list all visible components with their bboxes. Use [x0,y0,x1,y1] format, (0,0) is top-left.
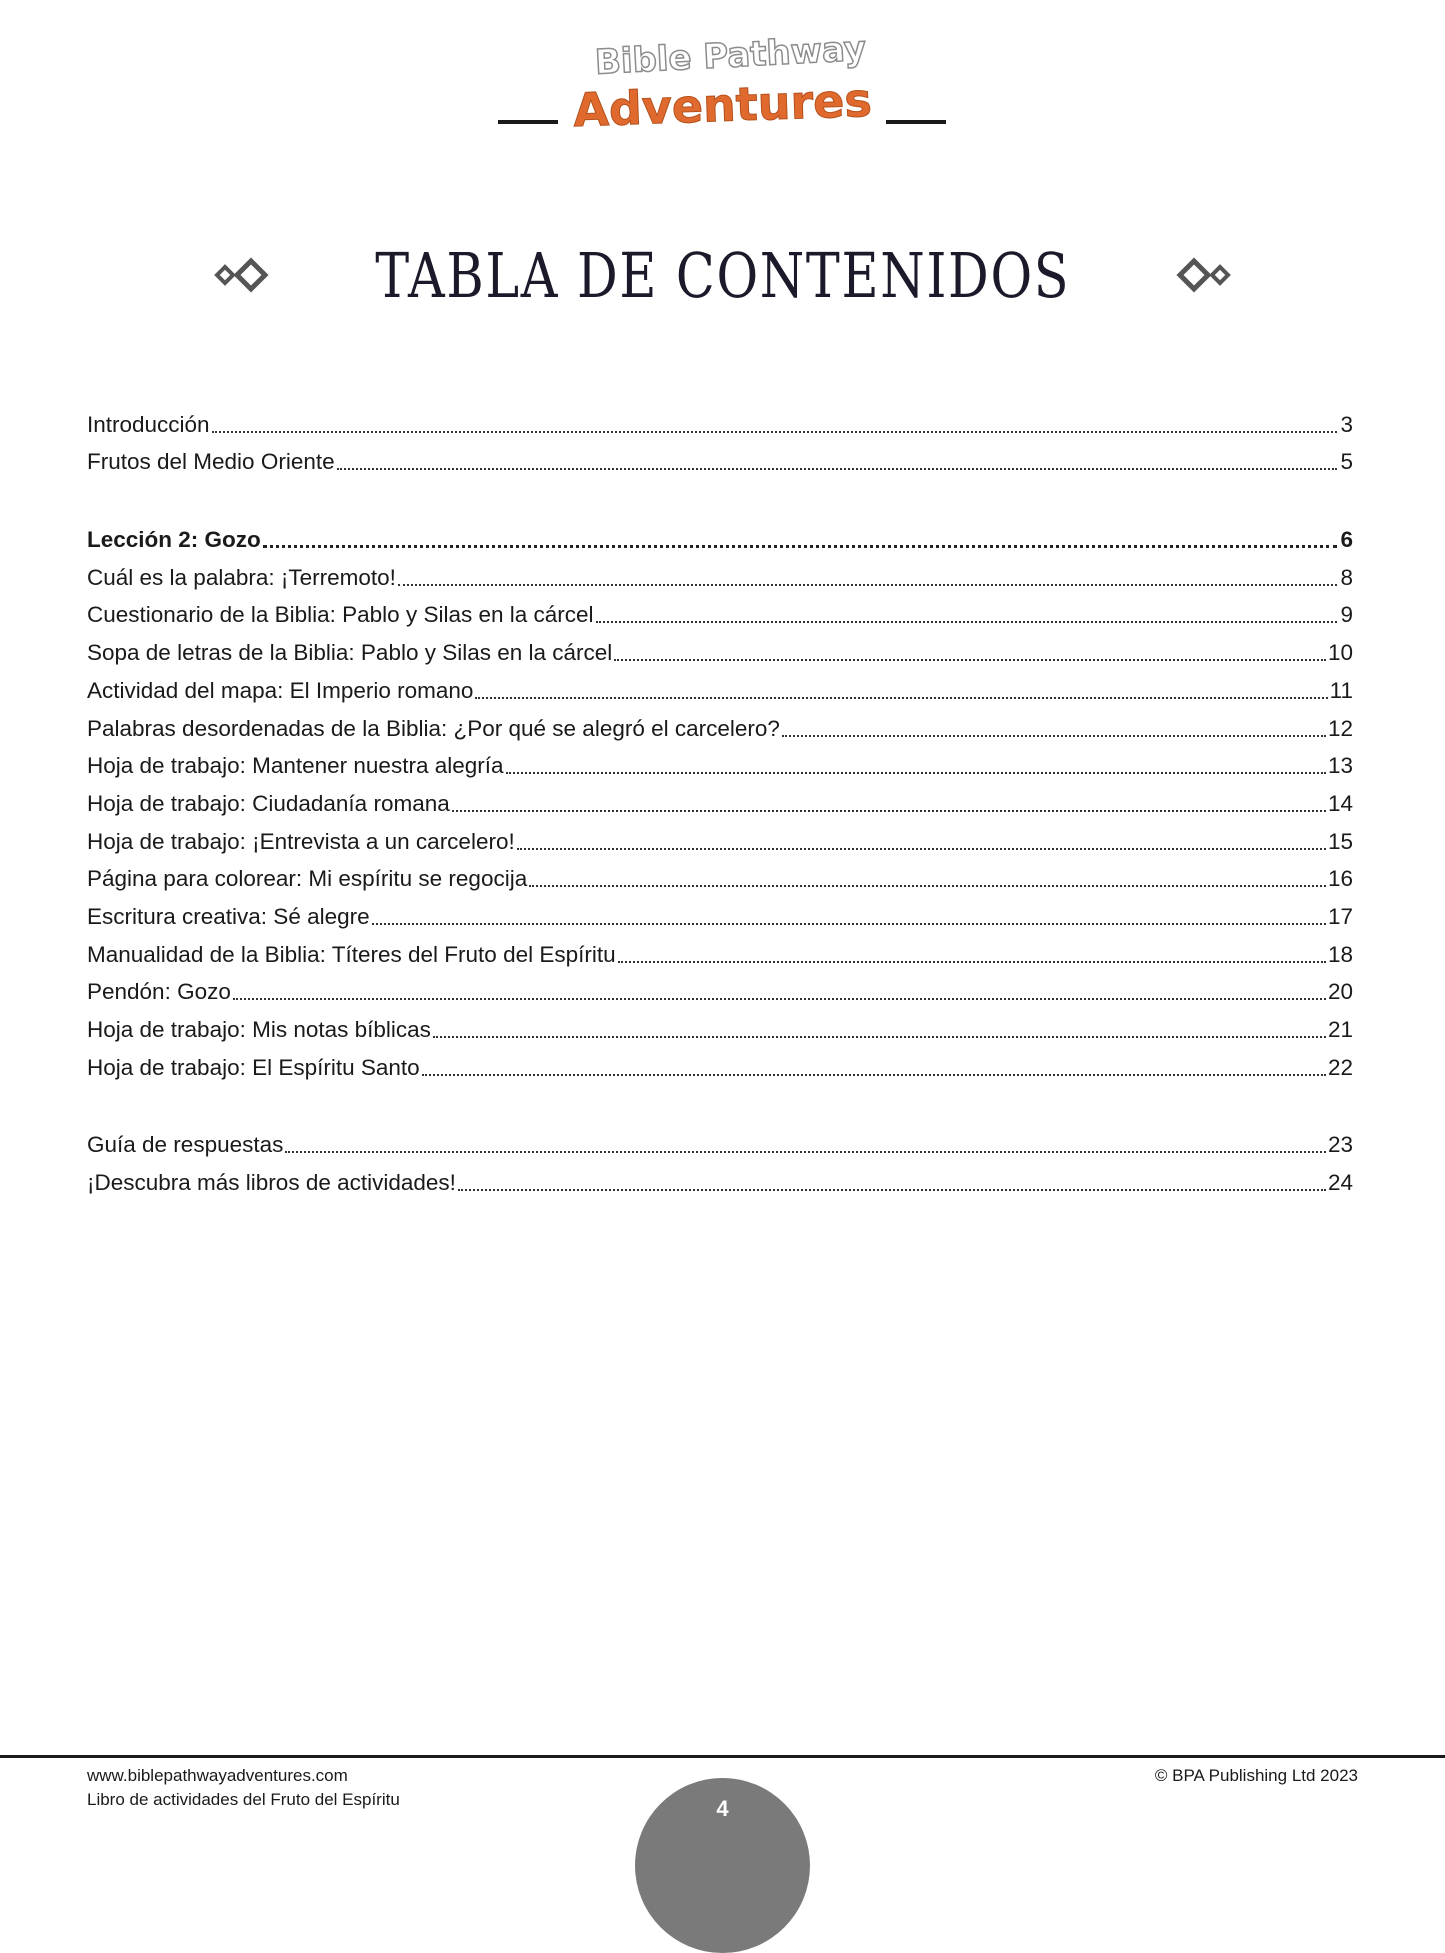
toc-entry[interactable] [87,440,1353,478]
toc-entry-page: 14 [1327,790,1353,816]
toc-entry[interactable] [87,1160,1353,1198]
toc-entry-label: Actividad del mapa: El Imperio romano [87,677,474,703]
toc-leader-dots [782,735,1326,737]
toc-entry-page: 17 [1327,903,1353,929]
footer-website-link[interactable]: www.biblepathwayadventures.com [87,1766,348,1785]
toc-leader-dots [506,772,1326,774]
toc-leader-dots [337,468,1337,470]
toc-leader-dots [233,998,1326,1000]
toc-entry[interactable] [87,517,1353,555]
page-title: TABLA DE CONTENIDOS [375,238,1070,312]
toc-leader-dots [529,885,1326,887]
toc-entry[interactable] [87,555,1353,593]
toc-entry[interactable] [87,744,1353,782]
toc-entry[interactable] [87,781,1353,819]
toc-leader-dots [475,697,1327,699]
toc-leader-dots [422,1074,1326,1076]
toc-entry-label: Lección 2: Gozo [87,527,261,553]
toc-leader-dots [212,431,1337,433]
toc-entry[interactable] [87,402,1353,440]
toc-entry[interactable] [87,593,1353,631]
toc-entry-label: Hoja de trabajo: Mis notas bíblicas [87,1017,431,1042]
toc-entry-label: Pendón: Gozo [87,979,231,1005]
toc-entry-label: Palabras desordenadas de la Biblia: ¿Por qué se alegró el carcelero? [87,715,780,741]
toc-entry-page: 24 [1327,1170,1353,1196]
toc-entry-label: Cuestionario de la Biblia: Pablo y Silas en la cárcel [87,602,594,628]
toc-entry-label: Introducción [87,411,210,437]
toc-entry[interactable] [87,894,1353,932]
toc-entry-page: 20 [1327,979,1353,1005]
toc-entry-label: Hoja de trabajo: Ciudadanía romana [87,790,450,816]
toc-leader-dots [285,1151,1326,1153]
toc-entry-page: 6 [1340,527,1353,553]
diamond-ornament-left-icon [211,255,277,295]
toc-entry-page: 10 [1327,640,1353,666]
toc-entry-label: Cuál es la palabra: ¡Terremoto! [87,564,396,590]
toc-leader-dots [452,810,1326,812]
toc-entry[interactable] [87,819,1353,857]
toc-entry-label: Hoja de trabajo: Mantener nuestra alegría [87,753,504,779]
toc-entry-label: Sopa de letras de la Biblia: Pablo y Silas en la cárcel [87,640,613,666]
toc-entry-page: 3 [1340,411,1353,437]
toc-leader-dots [433,1036,1326,1038]
toc-leader-dots [263,545,1337,548]
toc-entry[interactable] [87,630,1353,668]
toc-entry-label: Hoja de trabajo: El Espíritu Santo [87,1054,420,1080]
toc-entry-page: 9 [1340,602,1353,628]
toc-entry-page: 8 [1340,564,1353,590]
toc-entry[interactable] [87,1045,1353,1083]
toc-entry[interactable] [87,932,1353,970]
footer-book-title: Libro de actividades del Fruto del Espíritu [87,1790,400,1809]
toc-entry-page: 18 [1327,941,1353,967]
toc-entry[interactable] [87,970,1353,1008]
toc-entry-label: Hoja de trabajo: ¡Entrevista a un carcelero! [87,828,515,854]
title-row [0,230,1445,320]
toc-entry-label: Guía de respuestas [87,1132,284,1158]
footer-copyright: © BPA Publishing Ltd 2023 [1154,1766,1358,1785]
toc-leader-dots [458,1189,1326,1191]
toc-entry-page: 12 [1327,715,1353,741]
toc-leader-dots [618,961,1326,963]
toc-section-gap [87,1083,1353,1123]
diamond-ornament-right-icon [1168,255,1234,295]
toc-leader-dots [398,584,1337,586]
toc-entry-page: 22 [1327,1054,1353,1080]
toc-leader-dots [372,923,1326,925]
logo-text-top: Bible Pathway [593,28,868,83]
toc-entry[interactable] [87,668,1353,706]
footer-left [87,1764,400,1812]
toc-entry-page: 11 [1329,677,1353,703]
toc-entry-label: ¡Descubra más libros de actividades! [87,1170,456,1196]
toc-entry[interactable] [87,1007,1353,1045]
toc-entry-page: 23 [1327,1132,1353,1158]
toc-leader-dots [517,848,1326,850]
toc-entry-label: Manualidad de la Biblia: Títeres del Fruto del Espíritu [87,941,616,967]
toc-entry-label: Escritura creativa: Sé alegre [87,903,370,929]
table-of-contents [87,402,1353,1198]
page-number: 4 [716,1796,729,1821]
toc-entry-label: Frutos del Medio Oriente [87,449,335,475]
toc-entry-label: Página para colorear: Mi espíritu se regocija [87,866,528,892]
toc-section-gap [87,477,1353,517]
toc-entry[interactable] [87,857,1353,895]
toc-entry-page: 21 [1327,1017,1353,1042]
toc-leader-dots [614,659,1326,661]
toc-entry[interactable] [87,1123,1353,1161]
toc-entry-page: 13 [1327,753,1353,779]
toc-entry-page: 16 [1327,866,1353,892]
toc-entry[interactable] [87,706,1353,744]
logo-text-bottom: Adventures [572,72,873,138]
toc-leader-dots [596,621,1337,623]
toc-entry-page: 15 [1327,828,1353,854]
toc-entry-page: 5 [1340,449,1353,475]
footer-divider [0,1755,1445,1758]
